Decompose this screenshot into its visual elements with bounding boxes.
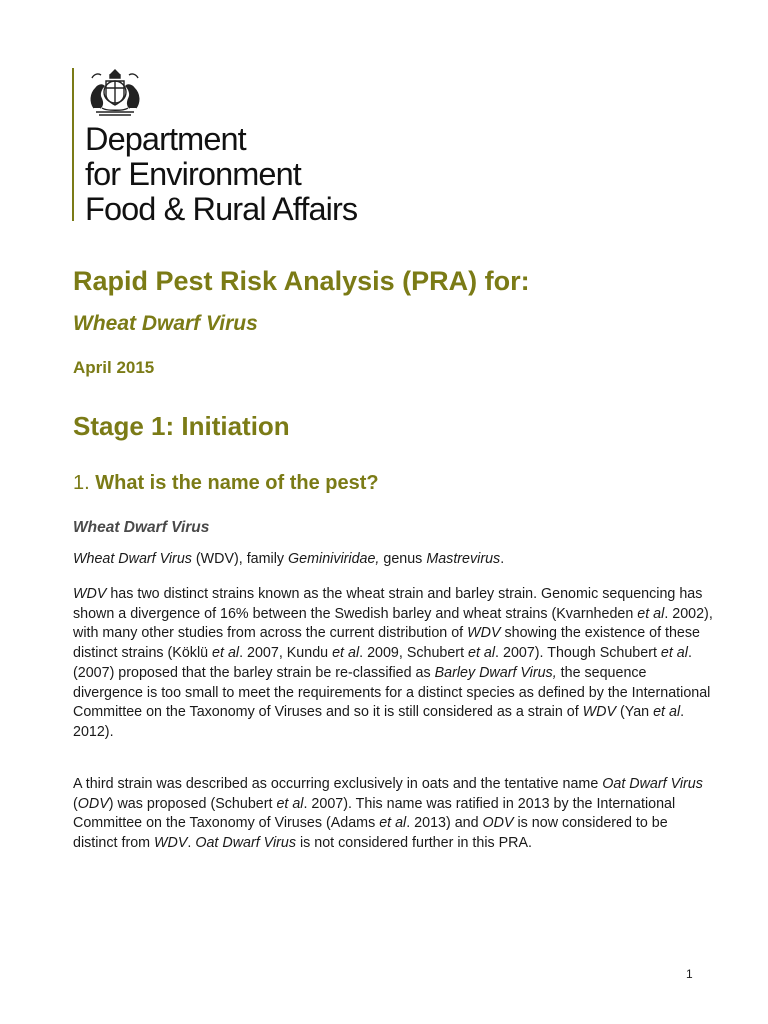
royal-coat-of-arms-icon — [86, 68, 144, 118]
italic-run: WDV — [582, 704, 616, 721]
document-title: Rapid Pest Risk Analysis (PRA) for: — [73, 266, 530, 296]
italic-run: Geminiviridae, — [288, 551, 380, 567]
italic-run: et al — [276, 795, 304, 812]
italic-run: Oat Dwarf Virus — [195, 835, 296, 852]
italic-run: et al — [379, 815, 407, 832]
italic-run: Oat Dwarf Virus — [602, 776, 703, 792]
italic-run: Mastrevirus — [426, 551, 501, 567]
department-name-line-3: Food & Rural Affairs — [85, 191, 358, 227]
paragraph-taxonomy: Wheat Dwarf Virus (WDV), family Geminiviridae, genus Mastrevirus. — [73, 551, 505, 567]
italic-run: et al — [468, 645, 496, 662]
defra-logo — [72, 68, 412, 227]
italic-run: ODV — [77, 795, 109, 812]
stage-heading: Stage 1: Initiation — [73, 411, 290, 441]
paragraph-strains: WDV has two distinct strains known as the wheat strain and barley strain. Genomic sequencing has shown a divergence of 16% between the Swedish barley and wheat strains (Kvarnheden et al. 2002), with many other studies from across the current distribution of WDV showing the existence of these distinct strains (Köklü et al. 2007, Kundu et al. 2009, Schubert et al. 2007). Though Schubert et al. (2007) proposed that the barley strain be re-classified as Barley Dwarf Virus, the sequence divergence is too small to meet the requirements for a distinct species as defined by the International Committee on the Taxonomy of Viruses and so it is still considered as a strain of WDV (Yan et al. 2012). — [73, 586, 713, 740]
paragraph-third-strain: A third strain was described as occurring exclusively in oats and the tentative name Oat Dwarf Virus (ODV) was proposed (Schubert et al. 2007). This name was ratified in 2013 by the International Committee on the Taxonomy of Viruses (Adams et al. 2013) and ODV is now considered to be distinct from WDV. Oat Dwarf Virus is not considered further in this PRA. — [73, 776, 703, 852]
question-number: 1. — [73, 472, 90, 494]
department-name-line-2: for Environment — [85, 156, 301, 192]
department-name — [85, 122, 357, 227]
department-name-line-1: Department — [85, 121, 246, 157]
italic-run: WDV — [154, 835, 188, 852]
logo-rule — [72, 68, 74, 221]
italic-run: et al — [212, 645, 240, 662]
italic-run: et al — [332, 645, 360, 662]
question-heading — [73, 472, 379, 495]
document-subtitle: Wheat Dwarf Virus — [73, 312, 258, 335]
pest-name-heading: Wheat Dwarf Virus — [73, 519, 210, 536]
page-number: 1 — [686, 967, 693, 981]
question-text: What is the name of the pest? — [95, 472, 379, 494]
italic-run: et al — [660, 645, 688, 662]
italic-run: WDV — [467, 625, 501, 642]
italic-run: Barley Dwarf Virus, — [434, 664, 557, 681]
italic-run: WDV — [73, 586, 107, 602]
italic-run: et al — [637, 605, 665, 622]
italic-run: et al — [653, 704, 681, 721]
publication-date: April 2015 — [73, 358, 155, 377]
italic-run: ODV — [482, 815, 514, 832]
italic-run: Wheat Dwarf Virus — [73, 551, 192, 567]
